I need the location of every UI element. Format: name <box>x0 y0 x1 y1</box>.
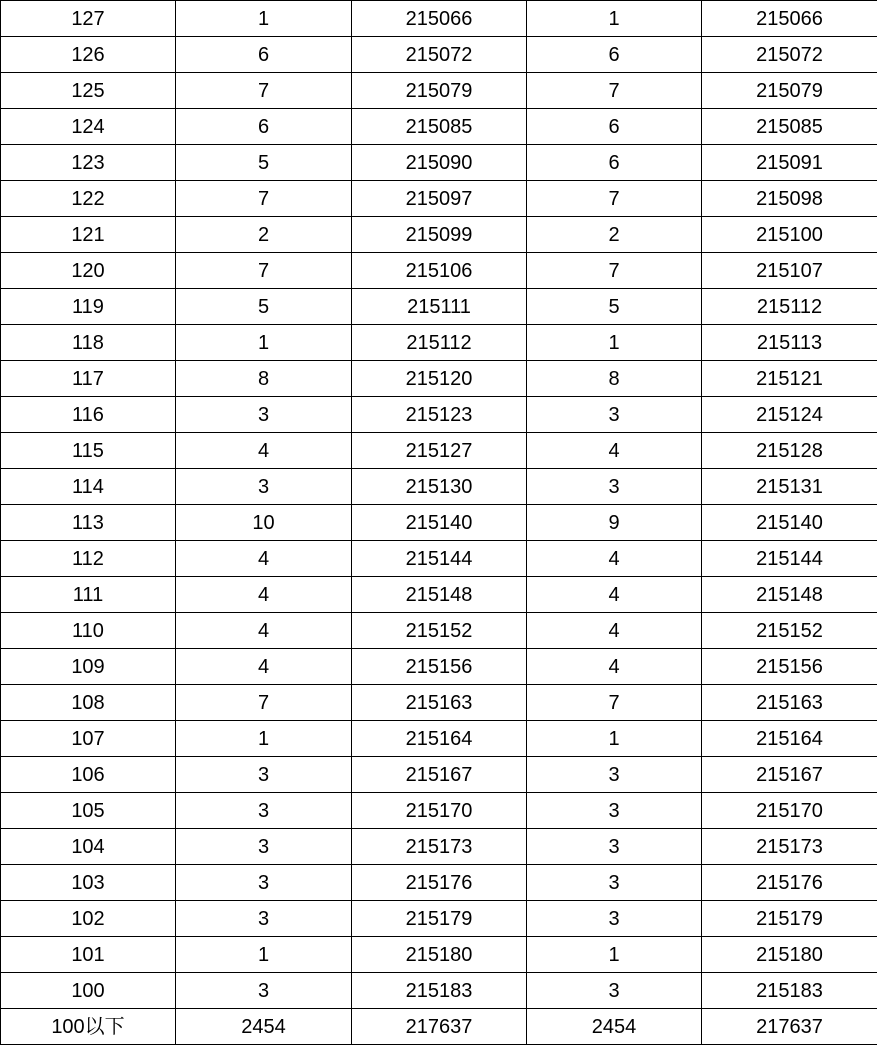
cumulative-cell-a: 215163 <box>352 685 527 721</box>
count-cell-a: 3 <box>176 901 352 937</box>
count-cell-a: 3 <box>176 397 352 433</box>
table-row <box>1 469 877 505</box>
count-cell-b: 7 <box>527 685 702 721</box>
table-row <box>1 613 877 649</box>
table-row <box>1 325 877 361</box>
cumulative-cell-b: 215131 <box>702 469 877 505</box>
cumulative-cell-a: 215106 <box>352 253 527 289</box>
cumulative-cell-b: 215144 <box>702 541 877 577</box>
count-cell-a: 4 <box>176 613 352 649</box>
count-cell-a: 8 <box>176 361 352 397</box>
cumulative-cell-b: 215091 <box>702 145 877 181</box>
count-cell-b: 3 <box>527 901 702 937</box>
count-cell-a: 7 <box>176 181 352 217</box>
table-row <box>1 109 877 145</box>
score-cell: 106 <box>1 757 176 793</box>
table-row <box>1 937 877 973</box>
count-cell-a: 1 <box>176 325 352 361</box>
table-row <box>1 289 877 325</box>
cumulative-cell-a: 215176 <box>352 865 527 901</box>
cumulative-cell-a: 215148 <box>352 577 527 613</box>
cumulative-cell-a: 215167 <box>352 757 527 793</box>
count-cell-a: 4 <box>176 649 352 685</box>
count-cell-b: 4 <box>527 433 702 469</box>
score-cell: 114 <box>1 469 176 505</box>
table-body <box>1 1 877 1045</box>
cumulative-cell-b: 215173 <box>702 829 877 865</box>
cumulative-cell-b: 215152 <box>702 613 877 649</box>
table-row <box>1 757 877 793</box>
score-cell: 120 <box>1 253 176 289</box>
cumulative-cell-b: 215179 <box>702 901 877 937</box>
cumulative-cell-a: 215123 <box>352 397 527 433</box>
count-cell-b: 4 <box>527 541 702 577</box>
cumulative-cell-a: 215152 <box>352 613 527 649</box>
count-cell-b: 3 <box>527 757 702 793</box>
cumulative-cell-a: 215112 <box>352 325 527 361</box>
count-cell-a: 3 <box>176 829 352 865</box>
cumulative-cell-a: 215170 <box>352 793 527 829</box>
score-cell: 124 <box>1 109 176 145</box>
count-cell-a: 4 <box>176 577 352 613</box>
count-cell-a: 4 <box>176 541 352 577</box>
count-cell-a: 7 <box>176 73 352 109</box>
count-cell-b: 2 <box>527 217 702 253</box>
count-cell-a: 3 <box>176 793 352 829</box>
cumulative-cell-b: 215100 <box>702 217 877 253</box>
count-cell-b: 6 <box>527 145 702 181</box>
count-cell-a: 3 <box>176 865 352 901</box>
score-cell: 113 <box>1 505 176 541</box>
count-cell-b: 7 <box>527 253 702 289</box>
count-cell-b: 1 <box>527 937 702 973</box>
cumulative-cell-b: 215183 <box>702 973 877 1009</box>
cumulative-cell-a: 215099 <box>352 217 527 253</box>
count-cell-a: 7 <box>176 685 352 721</box>
score-cell: 126 <box>1 37 176 73</box>
score-cell: 122 <box>1 181 176 217</box>
score-cell: 117 <box>1 361 176 397</box>
score-cell: 100 <box>1 973 176 1009</box>
cumulative-cell-a: 215066 <box>352 1 527 37</box>
cumulative-cell-b: 215164 <box>702 721 877 757</box>
cumulative-cell-a: 215179 <box>352 901 527 937</box>
table-row <box>1 505 877 541</box>
count-cell-b: 4 <box>527 649 702 685</box>
cumulative-cell-a: 215130 <box>352 469 527 505</box>
cumulative-cell-b: 215107 <box>702 253 877 289</box>
cumulative-cell-b: 215113 <box>702 325 877 361</box>
table-row <box>1 577 877 613</box>
cumulative-cell-a: 215097 <box>352 181 527 217</box>
table-row <box>1 73 877 109</box>
table-row <box>1 361 877 397</box>
count-cell-b: 8 <box>527 361 702 397</box>
table-row <box>1 865 877 901</box>
cumulative-cell-b: 215066 <box>702 1 877 37</box>
count-cell-b: 5 <box>527 289 702 325</box>
count-cell-a: 2 <box>176 217 352 253</box>
cumulative-cell-a: 215079 <box>352 73 527 109</box>
score-cell: 103 <box>1 865 176 901</box>
table-row <box>1 721 877 757</box>
count-cell-b: 4 <box>527 577 702 613</box>
table-row <box>1 217 877 253</box>
score-cell: 105 <box>1 793 176 829</box>
score-cell: 110 <box>1 613 176 649</box>
cumulative-cell-a: 215173 <box>352 829 527 865</box>
count-cell-a: 6 <box>176 109 352 145</box>
score-cell: 125 <box>1 73 176 109</box>
cumulative-cell-b: 215156 <box>702 649 877 685</box>
table-row <box>1 253 877 289</box>
score-cell: 107 <box>1 721 176 757</box>
cumulative-cell-b: 217637 <box>702 1009 877 1045</box>
cumulative-cell-a: 215090 <box>352 145 527 181</box>
count-cell-a: 7 <box>176 253 352 289</box>
cumulative-cell-a: 215144 <box>352 541 527 577</box>
table-row <box>1 433 877 469</box>
count-cell-a: 4 <box>176 433 352 469</box>
cumulative-cell-a: 215183 <box>352 973 527 1009</box>
score-cell: 118 <box>1 325 176 361</box>
cumulative-cell-b: 215170 <box>702 793 877 829</box>
table-row <box>1 973 877 1009</box>
table-row <box>1 181 877 217</box>
cumulative-cell-a: 215140 <box>352 505 527 541</box>
cumulative-cell-b: 215128 <box>702 433 877 469</box>
count-cell-b: 3 <box>527 469 702 505</box>
cumulative-cell-a: 215180 <box>352 937 527 973</box>
count-cell-b: 3 <box>527 865 702 901</box>
score-cell: 123 <box>1 145 176 181</box>
count-cell-b: 9 <box>527 505 702 541</box>
score-cell: 116 <box>1 397 176 433</box>
cumulative-cell-a: 215156 <box>352 649 527 685</box>
count-cell-a: 1 <box>176 937 352 973</box>
count-cell-b: 3 <box>527 397 702 433</box>
cumulative-cell-b: 215167 <box>702 757 877 793</box>
score-cell: 102 <box>1 901 176 937</box>
count-cell-a: 3 <box>176 469 352 505</box>
count-cell-b: 6 <box>527 109 702 145</box>
table-row <box>1 541 877 577</box>
cumulative-cell-b: 215180 <box>702 937 877 973</box>
score-cell: 115 <box>1 433 176 469</box>
cumulative-cell-b: 215148 <box>702 577 877 613</box>
cumulative-cell-b: 215176 <box>702 865 877 901</box>
count-cell-b: 3 <box>527 829 702 865</box>
score-cell: 100以下 <box>1 1009 176 1045</box>
table-row <box>1 649 877 685</box>
cumulative-cell-b: 215140 <box>702 505 877 541</box>
count-cell-a: 3 <box>176 757 352 793</box>
cumulative-cell-b: 215079 <box>702 73 877 109</box>
cumulative-cell-b: 215121 <box>702 361 877 397</box>
count-cell-a: 3 <box>176 973 352 1009</box>
count-cell-a: 1 <box>176 721 352 757</box>
cumulative-cell-a: 215111 <box>352 289 527 325</box>
score-cell: 127 <box>1 1 176 37</box>
count-cell-a: 2454 <box>176 1009 352 1045</box>
table-row <box>1 145 877 181</box>
score-cell: 101 <box>1 937 176 973</box>
score-cell: 121 <box>1 217 176 253</box>
table-row <box>1 1 877 37</box>
count-cell-a: 10 <box>176 505 352 541</box>
count-cell-a: 1 <box>176 1 352 37</box>
cumulative-cell-a: 215164 <box>352 721 527 757</box>
count-cell-b: 1 <box>527 325 702 361</box>
count-cell-b: 1 <box>527 721 702 757</box>
cumulative-cell-b: 215085 <box>702 109 877 145</box>
table-row <box>1 829 877 865</box>
cumulative-cell-a: 215127 <box>352 433 527 469</box>
table-row <box>1 1009 877 1045</box>
count-cell-a: 5 <box>176 145 352 181</box>
score-cell: 112 <box>1 541 176 577</box>
cumulative-cell-a: 215072 <box>352 37 527 73</box>
count-cell-a: 5 <box>176 289 352 325</box>
count-cell-b: 4 <box>527 613 702 649</box>
table-row <box>1 685 877 721</box>
table-row <box>1 793 877 829</box>
count-cell-b: 2454 <box>527 1009 702 1045</box>
score-cell: 104 <box>1 829 176 865</box>
cumulative-cell-b: 215098 <box>702 181 877 217</box>
count-cell-a: 6 <box>176 37 352 73</box>
count-cell-b: 7 <box>527 181 702 217</box>
cumulative-cell-b: 215124 <box>702 397 877 433</box>
cumulative-cell-a: 215085 <box>352 109 527 145</box>
cumulative-cell-a: 217637 <box>352 1009 527 1045</box>
score-cell: 111 <box>1 577 176 613</box>
table-row <box>1 37 877 73</box>
score-cell: 108 <box>1 685 176 721</box>
count-cell-b: 3 <box>527 973 702 1009</box>
cumulative-cell-b: 215163 <box>702 685 877 721</box>
count-cell-b: 1 <box>527 1 702 37</box>
count-cell-b: 3 <box>527 793 702 829</box>
score-cell: 109 <box>1 649 176 685</box>
count-cell-b: 7 <box>527 73 702 109</box>
score-cell: 119 <box>1 289 176 325</box>
table-row <box>1 901 877 937</box>
count-cell-b: 6 <box>527 37 702 73</box>
table-row <box>1 397 877 433</box>
cumulative-cell-b: 215112 <box>702 289 877 325</box>
cumulative-cell-b: 215072 <box>702 37 877 73</box>
cumulative-cell-a: 215120 <box>352 361 527 397</box>
